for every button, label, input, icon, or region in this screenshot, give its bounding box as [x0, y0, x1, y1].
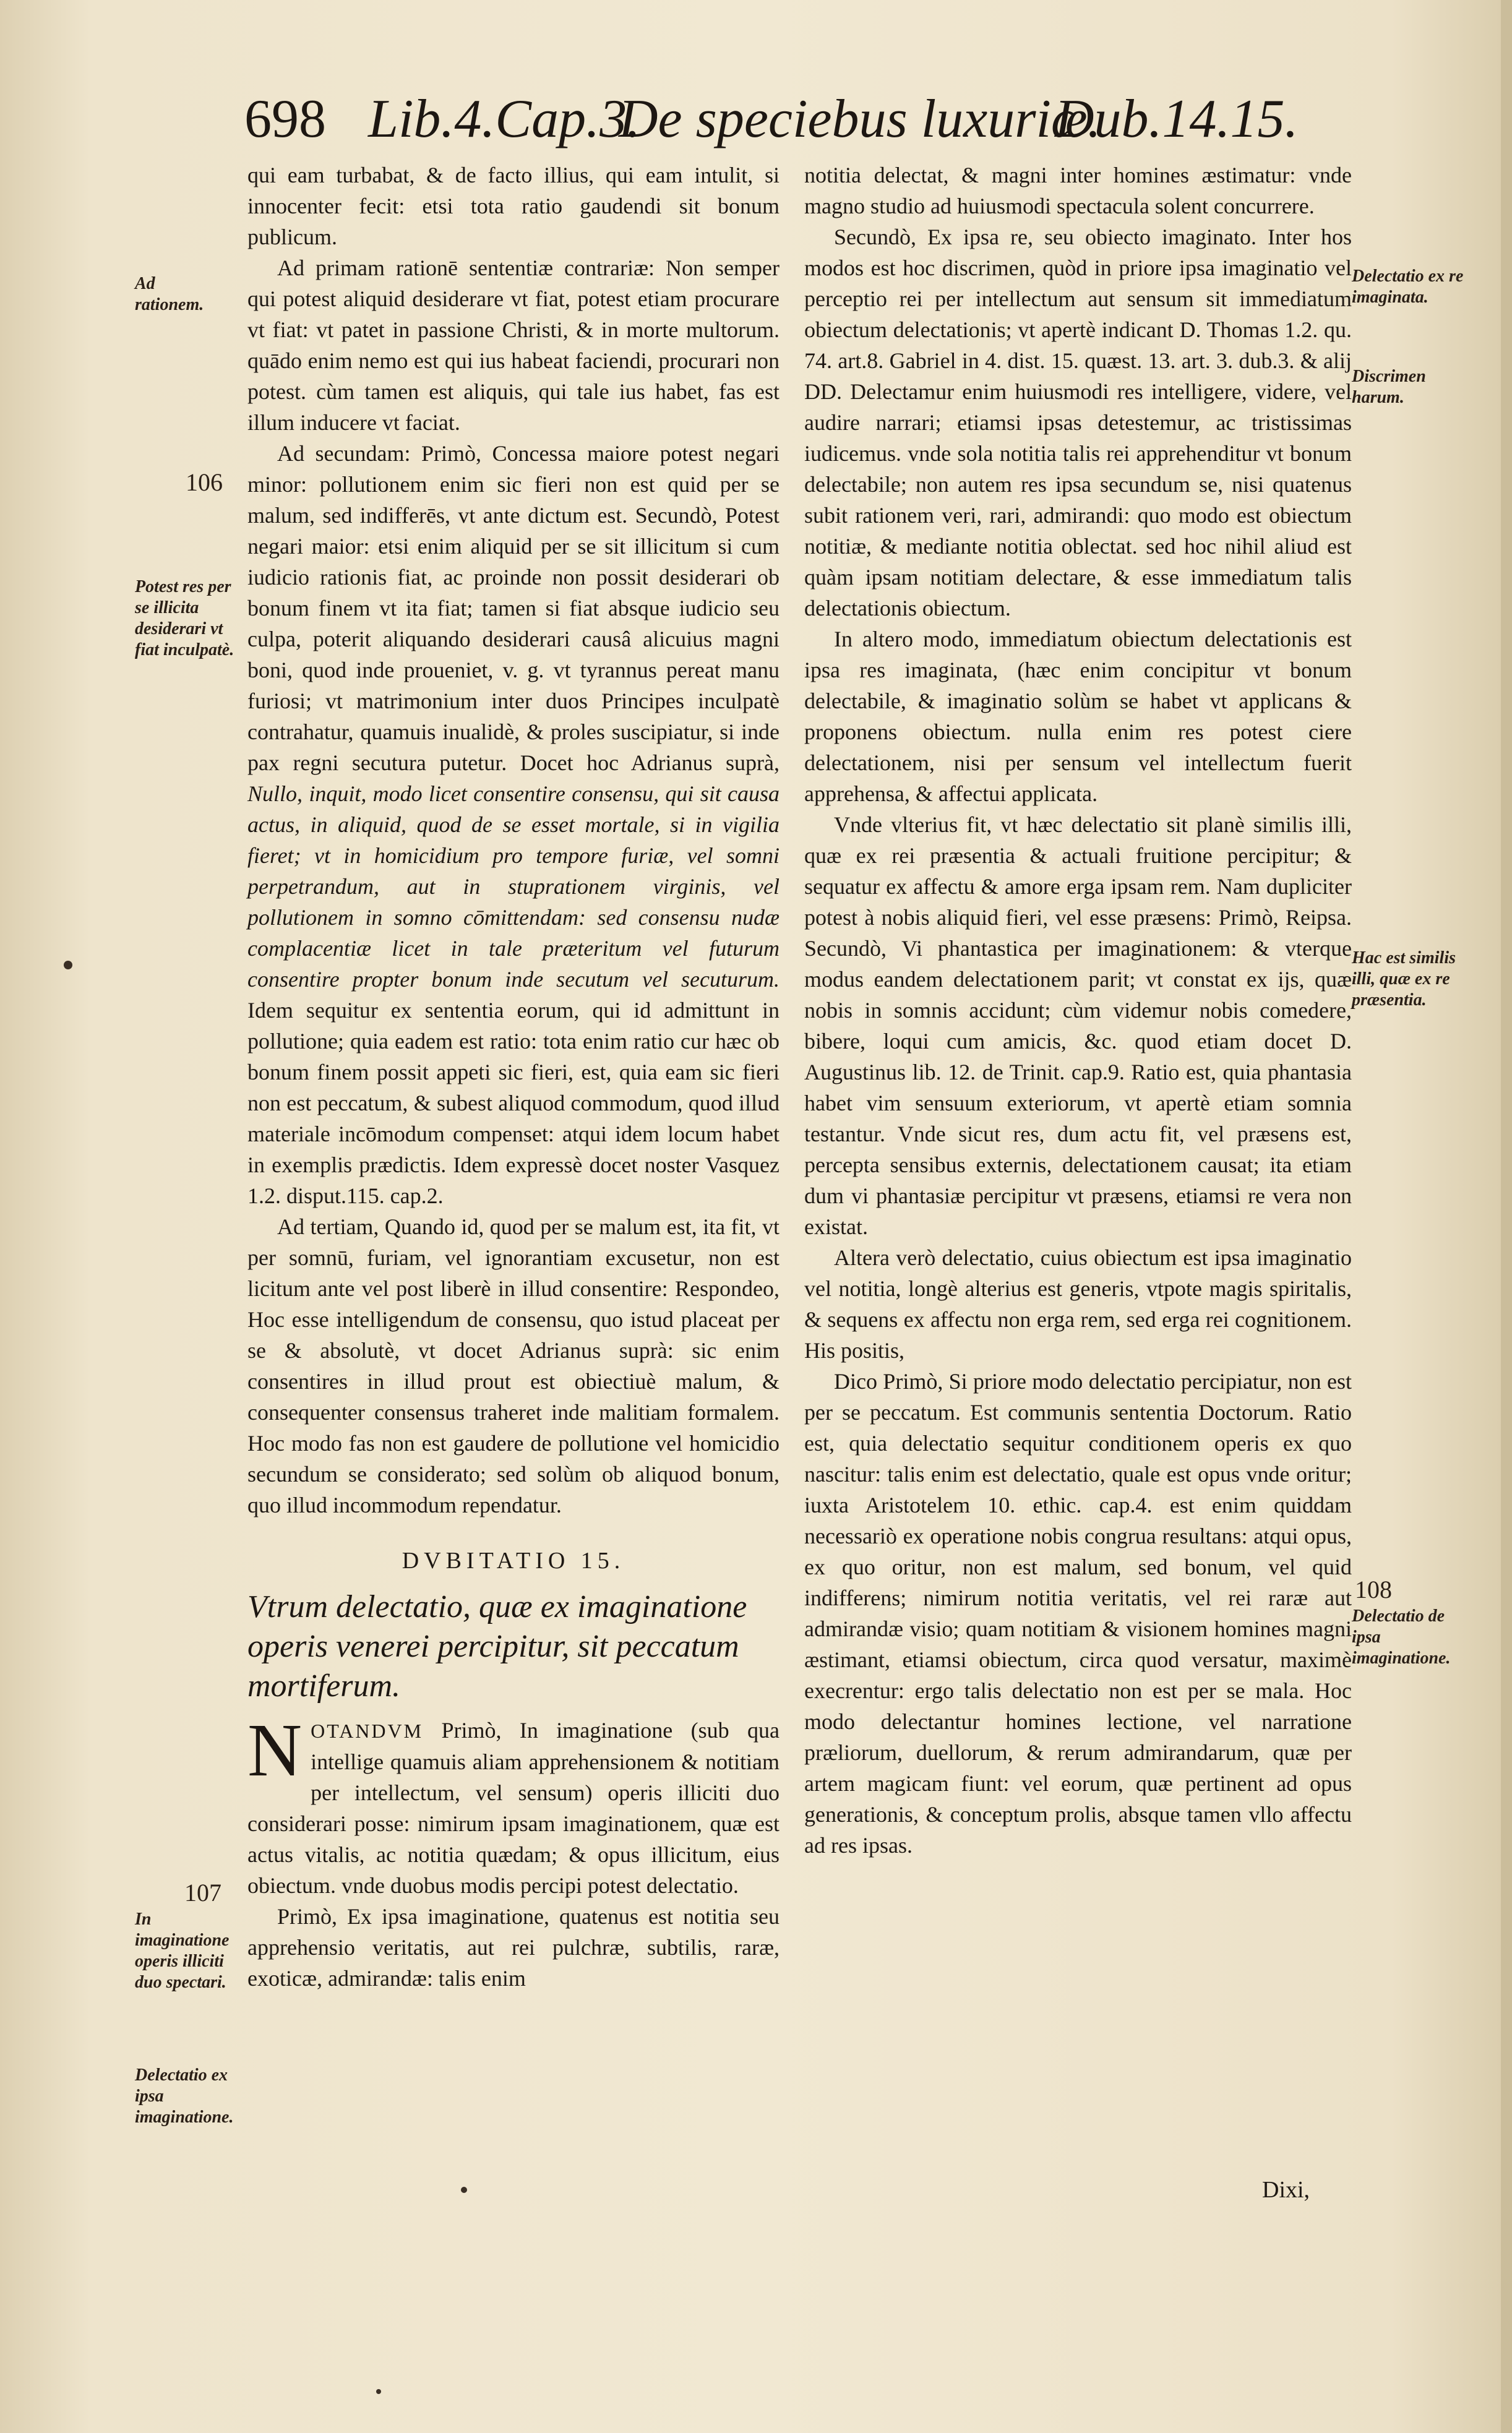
question-title: Vtrum delectatio, quæ ex imaginatione operis venerei percipitur, sit peccatum mortiferum.: [247, 1589, 747, 1704]
margin-number-108: 108: [1355, 1576, 1392, 1603]
paragraph: Altera verò delectatio, cuius obiectum est ipsa imaginatio vel notitia, longè alterius est generis, vtpote magis spiritalis, & sequens ex affectu non erga rem, sed erga rei cognitionem. His positis,: [804, 1245, 1352, 1363]
ink-spot: [461, 2187, 467, 2193]
paragraph: [247, 438, 780, 1211]
paragraph: Primò, Ex ipsa imaginatione, quatenus est notitia seu apprehensio veritatis, aut rei pulchræ, subtilis, raræ, exoticæ, admirandæ: talis enim: [247, 1904, 780, 1991]
paragraph: Ad primam rationē sententiæ contrariæ: Non semper qui potest aliquid desiderare vt fiat, potest etiam procurare vt fiat: vt patet in passione Christi, & in morte multorum. quādo enim nemo est qui ius habeat faciendi, procurari non potest. cùm tamen est aliquis, qui tale ius habet, fas est illum inducere vt faciat.: [247, 255, 780, 435]
running-title: De speciebus luxuriæ.: [619, 89, 1101, 149]
paragraph-text: Ad secundam: Primò, Concessa maiore potest negari minor: pollutionem enim sic fieri non est quid per se malum, sed indifferēs, vt ante dictum est. Secundò, Potest negari maior: etsi enim aliquid per se sit illicitum si cum iudicio rationis fiat, ac proinde non possit desiderari ob bonum finem vt ita fiat; tamen si fiat absque iudicio seu culpa, poterit aliquando desiderari causâ alicuius magni boni, quod inde proueniet, v. g. vt tyrannus pereat manu furiosi; vt matrimonium inter duos Principes inculpatè contrahatur, quamuis inualidè, & proles suscipiatur, si inde pax regni secutura putetur. Docet hoc Adrianus suprà,: [247, 441, 780, 775]
margin-note-hac-est: Hac est similis illi, quæ ex re præsentia.: [1352, 948, 1456, 1010]
binding-hole: [64, 961, 72, 969]
dubitatio-heading: DVBITATIO 15.: [402, 1548, 625, 1574]
book-chapter: Lib.4.Cap.3.: [368, 89, 641, 149]
paragraph-text: Idem sequitur ex sententia eorum, qui id admittunt in pollutione; quia eadem est ratio: tota enim ratio cur hæc ob bonum finem possit appeti sic fieri, est, quia eam sic fieri non est peccatum, & subest aliquod commodum, quod illud materiale incōmodum compenset: atqui idem locum habet in exemplis prædictis. Idem expressè docet noster Vasquez 1.2. disput.115. cap.2.: [247, 998, 780, 1208]
right-column: [804, 160, 1352, 1861]
ink-spot: [376, 2389, 381, 2394]
margin-note-ad-rationem: Ad rationem.: [135, 274, 204, 314]
margin-number-107: 107: [184, 1879, 221, 1907]
dubitatio-label: Dub.14.15.: [1055, 89, 1299, 149]
drop-cap: N: [247, 1709, 303, 1792]
catchword: Dixi,: [1262, 2177, 1310, 2203]
quotation: Nullo, inquit, modo licet consentire consensu, qui sit causa actus, in aliquid, quod de se esset mortale, si in vigilia fieret; vt in homicidium pro tempore furiæ, vel somni perpetrandum, aut in stuprationem virginis, vel pollutionem in somno cōmittendam: sed consensu nudæ complacentiæ licet in tale præteritum vel futurum consentire propter bonum inde secutum vel secuturum.: [247, 781, 780, 992]
paragraph: Ad tertiam, Quando id, quod per se malum est, ita fit, vt per somnū, furiam, vel ignorantiam excusetur, non est licitum ante vel post liberè in illud consentire: Respondeo, Hoc esse intelligendum de consensu, quo istud placeat per se & absolutè, vt docet Adrianus suprà: sic enim consentires in illud prout est obiectiuè malum, & consequenter consensus traheret inde malitiam formalem. Hoc modo fas non est gaudere de pollutione vel homicidio secundum se considerato; sed solùm ob aliquod bonum, quo illud incommodum rependatur.: [247, 1214, 780, 1517]
paragraph: [247, 1709, 780, 1901]
paragraph: Secundò, Ex ipsa re, seu obiecto imaginato. Inter hos modos est hoc discrimen, quòd in priore ipsa imaginatio vel perceptio rei per intellectum aut sensum sit immediatum obiectum delectationis; vt apertè indicant D. Thomas 1.2. qu. 74. art.8. Gabriel in 4. dist. 15. quæst. 13. art. 3. dub.3. & alij DD. Delectamur enim huiusmodi res intelligere, videre, vel audire narrari; etiamsi ipsas detestemur, ac tristissimas iudicemus. vnde sola notitia talis rei apprehenditur vt bonum delectabile; non autem res ipsa secundum se, nisi quatenus subit rationem veri, rari, admirandi: quo modo est obiectum notitiæ, & mediante notitia oblectat. sed hoc nihil aliud est quàm ipsam notitiam delectare, & esse immediatum talis delectationis obiectum.: [804, 225, 1352, 620]
paragraph: notitia delectat, & magni inter homines æstimatur: vnde magno studio ad huiusmodi spectacula solent concurrere.: [804, 163, 1352, 218]
margin-note-delectatio-ex-ipsa: Delectatio ex ipsa imaginatione.: [135, 2066, 234, 2127]
paragraph: Vnde vlterius fit, vt hæc delectatio sit planè similis illi, quæ ex rei præsentia & actuali fruitione percipitur; & sequatur ex affectu & amore erga ipsam rem. Nam dupliciter potest à nobis aliquid fieri, vel esse præsens: Primò, Reipsa. Secundò, Vi phantastica per imaginationem: & vterque modus eandem delectationem parit; vt constat ex ijs, quæ nobis in somnis accidunt; cùm videmur nobis comedere, bibere, loqui cum amicis, &c. quod etiam docet D. Augustinus lib. 12. de Trinit. cap.9. Ratio est, quia phantasia habet vim sensuum exteriorum, vt apertè etiam somnia testantur. Vnde sicut res, dum actu fit, vel præsens est, percepta sensibus externis, delectationem causat; ita etiam dum vi phantasiæ percipitur vt præsens, etiamsi re vera non existat.: [804, 812, 1352, 1239]
paragraph: qui eam turbabat, & de facto illius, qui eam intulit, si innocenter fecit: etsi tota ratio gaudendi sit bonum publicum.: [247, 163, 780, 249]
margin-number-106: 106: [186, 468, 223, 496]
margin-note-delectatio-ex-re: Delectatio ex re imaginata.: [1352, 267, 1464, 307]
paragraph: In altero modo, immediatum obiectum delectationis est ipsa res imaginata, (hæc enim concipitur vt bonum delectabile, & imaginatio solùm se habet vt applicans & proponens obiectum. nulla enim res potest ciere delectationem, nisi per sensum vel intellectum fuerit apprehensa, & affectui applicata.: [804, 627, 1352, 806]
page-number: 698: [244, 89, 326, 149]
page-edge: [1501, 0, 1512, 2433]
left-column: [247, 160, 780, 1994]
margin-note-potest-res: Potest res per se illicita desiderari vt fiat inculpatè.: [135, 577, 234, 659]
margin-note-in-imaginatione: In imaginatione operis illiciti duo spectari.: [135, 1910, 230, 1992]
small-caps-word: OTANDVM: [311, 1720, 424, 1742]
margin-note-delectatio-de-ipsa: Delectatio de ipsa imaginatione.: [1352, 1607, 1451, 1668]
running-header: [244, 85, 1364, 153]
margin-note-discrimen: Discrimen harum.: [1352, 367, 1426, 407]
paragraph-text: Primò, In imaginatione (sub qua intellige quamuis aliam apprehensionem & notitiam per intellectum, vel sensum) operis illiciti duo considerari posse: nimirum ipsam imaginationem, quæ est actus vitalis, ac notitia quædam; & opus illicitum, eius obiectum. vnde duobus modis percipi potest delectatio.: [247, 1718, 780, 1898]
paragraph: Dico Primò, Si priore modo delectatio percipiatur, non est per se peccatum. Est communis sententia Doctorum. Ratio est, quia delectatio sequitur conditionem operis ex quo nascitur: talis enim est delectatio, quale est opus vnde oritur; iuxta Aristotelem 10. ethic. cap.4. est enim quiddam necessariò ex operatione nobis congrua resultans: atqui opus, ex quo oritur, non est malum, sed bonum, vel quid indifferens; nimirum notitia veritatis, vel rei raræ aut admirandæ visio; quam notitiam & visionem homines magni æstimant, etiamsi obiectum, circa quod versatur, maximè execrentur: ergo talis delectatio non est per se mala. Hoc modo delectantur homines lectione, vel narratione præliorum, duellorum, & rerum admirandarum, quæ per artem magicam fiunt: vel eorum, quæ pertinent ad opus generationis, & conceptum prolis, absque tamen vllo affectu ad res ipsas.: [804, 1369, 1352, 1858]
